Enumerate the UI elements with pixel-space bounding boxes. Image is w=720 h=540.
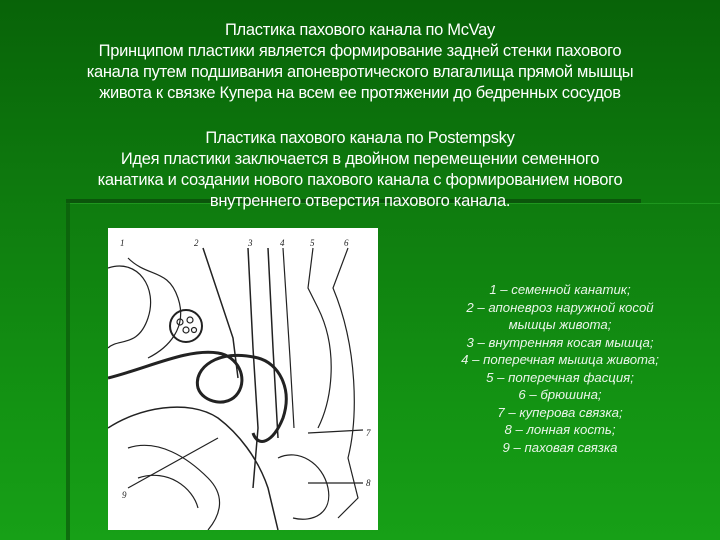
anatomy-figure <box>108 228 378 530</box>
decorative-line <box>66 199 70 540</box>
figure-label: 2 <box>194 238 199 248</box>
legend-item: 7 – куперова связка; <box>497 404 623 420</box>
legend-item: 2 – апоневроз наружной косой <box>466 299 654 315</box>
figure-label: 9 <box>122 490 127 500</box>
legend-item: 5 – поперечная фасция; <box>486 369 634 385</box>
postempsky-line: Идея пластики заключается в двойном перемещении семенного <box>120 150 600 168</box>
mcvay-line: канала путем подшивания апоневротического влагалища прямой мышцы <box>86 63 634 81</box>
postempsky-line: канатика и создании нового пахового канала с формированием нового <box>97 171 623 189</box>
figure-label: 3 <box>248 238 253 248</box>
legend-item: 9 – паховая связка <box>502 439 618 455</box>
postempsky-section <box>0 128 720 212</box>
legend-item: 3 – внутренняя косая мышца; <box>466 334 654 350</box>
mcvay-line: Принципом пластики является формирование задней стенки пахового <box>98 42 622 60</box>
figure-legend <box>420 281 700 456</box>
inguinal-canal-diagram <box>108 228 378 530</box>
mcvay-line: живота к связке Купера на всем ее протяжении до бедренных сосудов <box>99 84 621 102</box>
figure-label: 4 <box>280 238 285 248</box>
postempsky-title: Пластика пахового канала по Postempsky <box>205 129 515 147</box>
figure-label: 8 <box>366 478 371 488</box>
postempsky-line: внутреннего отверстия пахового канала. <box>209 192 511 210</box>
legend-item: 4 – поперечная мышца живота; <box>461 352 659 367</box>
legend-item: 1 – семенной канатик; <box>489 282 631 297</box>
mcvay-title: Пластика пахового канала по McVay <box>225 21 495 39</box>
legend-item: 8 – лонная кость; <box>504 422 616 437</box>
figure-label: 6 <box>344 238 349 248</box>
figure-label: 5 <box>310 238 315 248</box>
figure-label: 7 <box>366 428 371 438</box>
figure-label: 1 <box>120 238 125 248</box>
mcvay-section <box>0 20 720 104</box>
legend-item: 6 – брюшина; <box>518 387 602 402</box>
legend-item: мышцы живота; <box>508 317 612 332</box>
